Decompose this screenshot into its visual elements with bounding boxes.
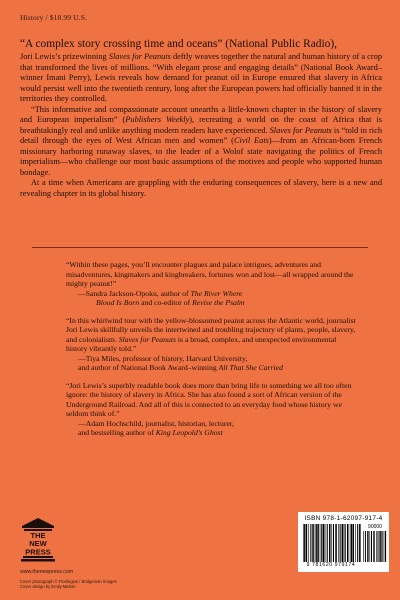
addon-barcode-bar (363, 531, 364, 562)
book-title: Slaves for Peanuts (108, 52, 171, 61)
work-title: Blood Is Born (96, 298, 140, 307)
publisher-url[interactable]: www.thenewpress.com (20, 569, 74, 575)
barcode-bar (340, 524, 341, 562)
work-title: The River Where (190, 288, 243, 298)
quote-text: “In this whirlwind tour with the yellow-blossomed peanut across the Atlantic world, journalist Jori Lewis skillfully unveils the intertwined and troubling trajectory of plants, people, slavery, and colonialism. (66, 315, 356, 344)
addon-barcode-bar (379, 531, 380, 562)
barcode-bar (310, 524, 311, 562)
work-title: King Leopold’s Ghost (155, 428, 223, 437)
book-title: Slaves for Peanuts (118, 334, 176, 344)
addon-barcode-bar (370, 531, 371, 562)
description-text: Jori Lewis’s prizewinning (20, 52, 109, 61)
addon-barcode-bar (382, 531, 383, 562)
barcode-bar (304, 524, 305, 562)
barcode-bar (357, 524, 358, 562)
barcode-bar (308, 524, 309, 562)
barcode-bar (345, 524, 346, 562)
logo-line-1: THE (30, 531, 46, 540)
description-text: is “told in rich detail through the eyes of West African men and women” ( (20, 125, 382, 145)
barcode-bar (331, 524, 332, 562)
barcode-panel (298, 512, 389, 572)
book-title: Slaves for Peanuts (269, 125, 332, 135)
barcode-bar (350, 524, 351, 562)
addon-barcode-bar (371, 531, 372, 562)
barcode-bar (325, 524, 326, 562)
review-jackson-opoku (66, 260, 358, 308)
barcode-bar (316, 524, 317, 562)
barcode-bar (355, 524, 356, 562)
barcode-bar (344, 524, 345, 562)
description-text: “This informative and compassionate account unearths a little-known chapter in the history of slavery and European imperialism” ( (20, 104, 382, 124)
review-hochschild (66, 381, 358, 438)
review-attribution (66, 289, 358, 299)
barcode-bar (347, 524, 349, 562)
attribution-text: and author of National Book Award–winning (78, 363, 219, 372)
barcode-bar (338, 524, 339, 562)
divider (32, 247, 368, 248)
description-paragraph-1 (20, 38, 382, 105)
attribution-text: —Sandra Jackson-Opoku, author of (78, 288, 191, 298)
barcode-bar (352, 524, 354, 562)
work-title: All That She Carried (218, 363, 283, 372)
description-paragraph-2 (20, 105, 382, 179)
barcode-bar (312, 524, 314, 562)
barcode-bar (306, 524, 308, 562)
barcode-bar (320, 524, 321, 562)
design-credit: Cover design by Emily Mahon (20, 584, 76, 590)
review-miles (66, 316, 358, 373)
isbn-label: ISBN 978-1-62097-917-4 (304, 515, 383, 522)
review-quote: “Within these pages, you’ll encounter plagues and palace intrigues, adventures and misadventures, kingmakers and kingbreakers, fortunes won and lost—all wrapped around the mighty peanut!” (66, 260, 354, 288)
addon-barcode-bar (385, 531, 386, 562)
addon-barcode-bar (365, 531, 366, 562)
source-name: Civil Eats (233, 136, 269, 145)
review-attribution: —Adam Hochschild, journalist, historian, lecturer, (78, 418, 234, 428)
barcode-bar (329, 524, 331, 562)
source-name: Publishers Weekly (125, 115, 190, 124)
barcode-bar (342, 524, 344, 562)
description-paragraph-3: At a time when Americans are grappling with the enduring consequences of slavery, here is a new and revealing chapter in its global history. (20, 178, 382, 198)
barcode-bar (315, 524, 316, 562)
barcode-bar (317, 524, 319, 562)
review-attribution-line-2 (66, 428, 358, 438)
description-text: )—from an African-born French missionary harboring runaway slaves, to the leader of a Wolof state navigating the politics of French imperialism—who challenge our most basic assumptions of the motives and people who supported human bondage. (20, 136, 382, 177)
logo-line-3: PRESS (25, 547, 51, 557)
quote-text: is a broad, complex, and unexpected environmental history vibrantly told.” (66, 334, 337, 353)
barcode-bar (303, 524, 304, 562)
barcode-digits: 9 781620 979174 (306, 562, 356, 568)
review-quote: “Jori Lewis’s superbly readable book does more than bring life to something we all too often ignore: the history of slavery in Africa. She has also found a sort of African version of the Underground Railroad. And all of this is connected to an everyday food whose history we seldom think of.” (66, 380, 352, 418)
addon-barcode-bar (373, 531, 374, 562)
barcode-bar (333, 524, 334, 562)
addon-barcode-bar (378, 531, 379, 562)
category-price: History / $18.99 U.S. (20, 13, 88, 22)
ean-barcode-icon (303, 524, 361, 562)
logo-line-2: NEW (29, 539, 47, 548)
barcode-bar (323, 524, 325, 562)
new-press-logo-icon (20, 517, 56, 563)
barcode-bar (351, 524, 352, 562)
addon-barcode-bar (376, 531, 377, 562)
review-attribution-line-2 (66, 298, 358, 308)
lead-quote: “A complex story crossing time and oceans” (National Public Radio), (20, 38, 337, 50)
description-text: ), recreating a world on the coast of Africa that is breathtakingly real and unlike anything modern readers have experienced. (20, 115, 382, 135)
barcode-bar (327, 524, 328, 562)
review-attribution: —Tiya Miles, professor of history, Harvard University, (78, 353, 248, 363)
attribution-text: and co-editor of (139, 298, 193, 307)
work-title: Revise the Psalm (192, 298, 245, 307)
photo-credit: Cover photograph © Florilegius / Bridgeman Images (20, 579, 117, 584)
attribution-text: and bestselling author of (78, 428, 156, 437)
addon-barcode-icon (363, 531, 387, 567)
review-attribution-line-2 (66, 363, 358, 373)
description-text: deftly weaves together the natural and human history of a crop that transformed the lives of millions. “With elegant prose and engaging details” (National Book Award–winner Imani Perry), Lewis reveals how demand for peanut oil in Europe ensured that slavery in Africa would persist well into the twentieth century, long after the European powers had officially banned it in the territories they controlled. (20, 52, 382, 103)
addon-barcode-bar (367, 531, 368, 562)
barcode-bar (359, 524, 361, 562)
barcode-bar (335, 524, 337, 562)
addon-barcode-bar (381, 531, 382, 562)
barcode-addon-digits: 90000 (368, 524, 382, 530)
barcode-bar (321, 524, 322, 562)
review-quote (66, 316, 358, 354)
praise-section (66, 260, 358, 446)
cover-credits (20, 579, 117, 590)
book-description (20, 38, 382, 199)
